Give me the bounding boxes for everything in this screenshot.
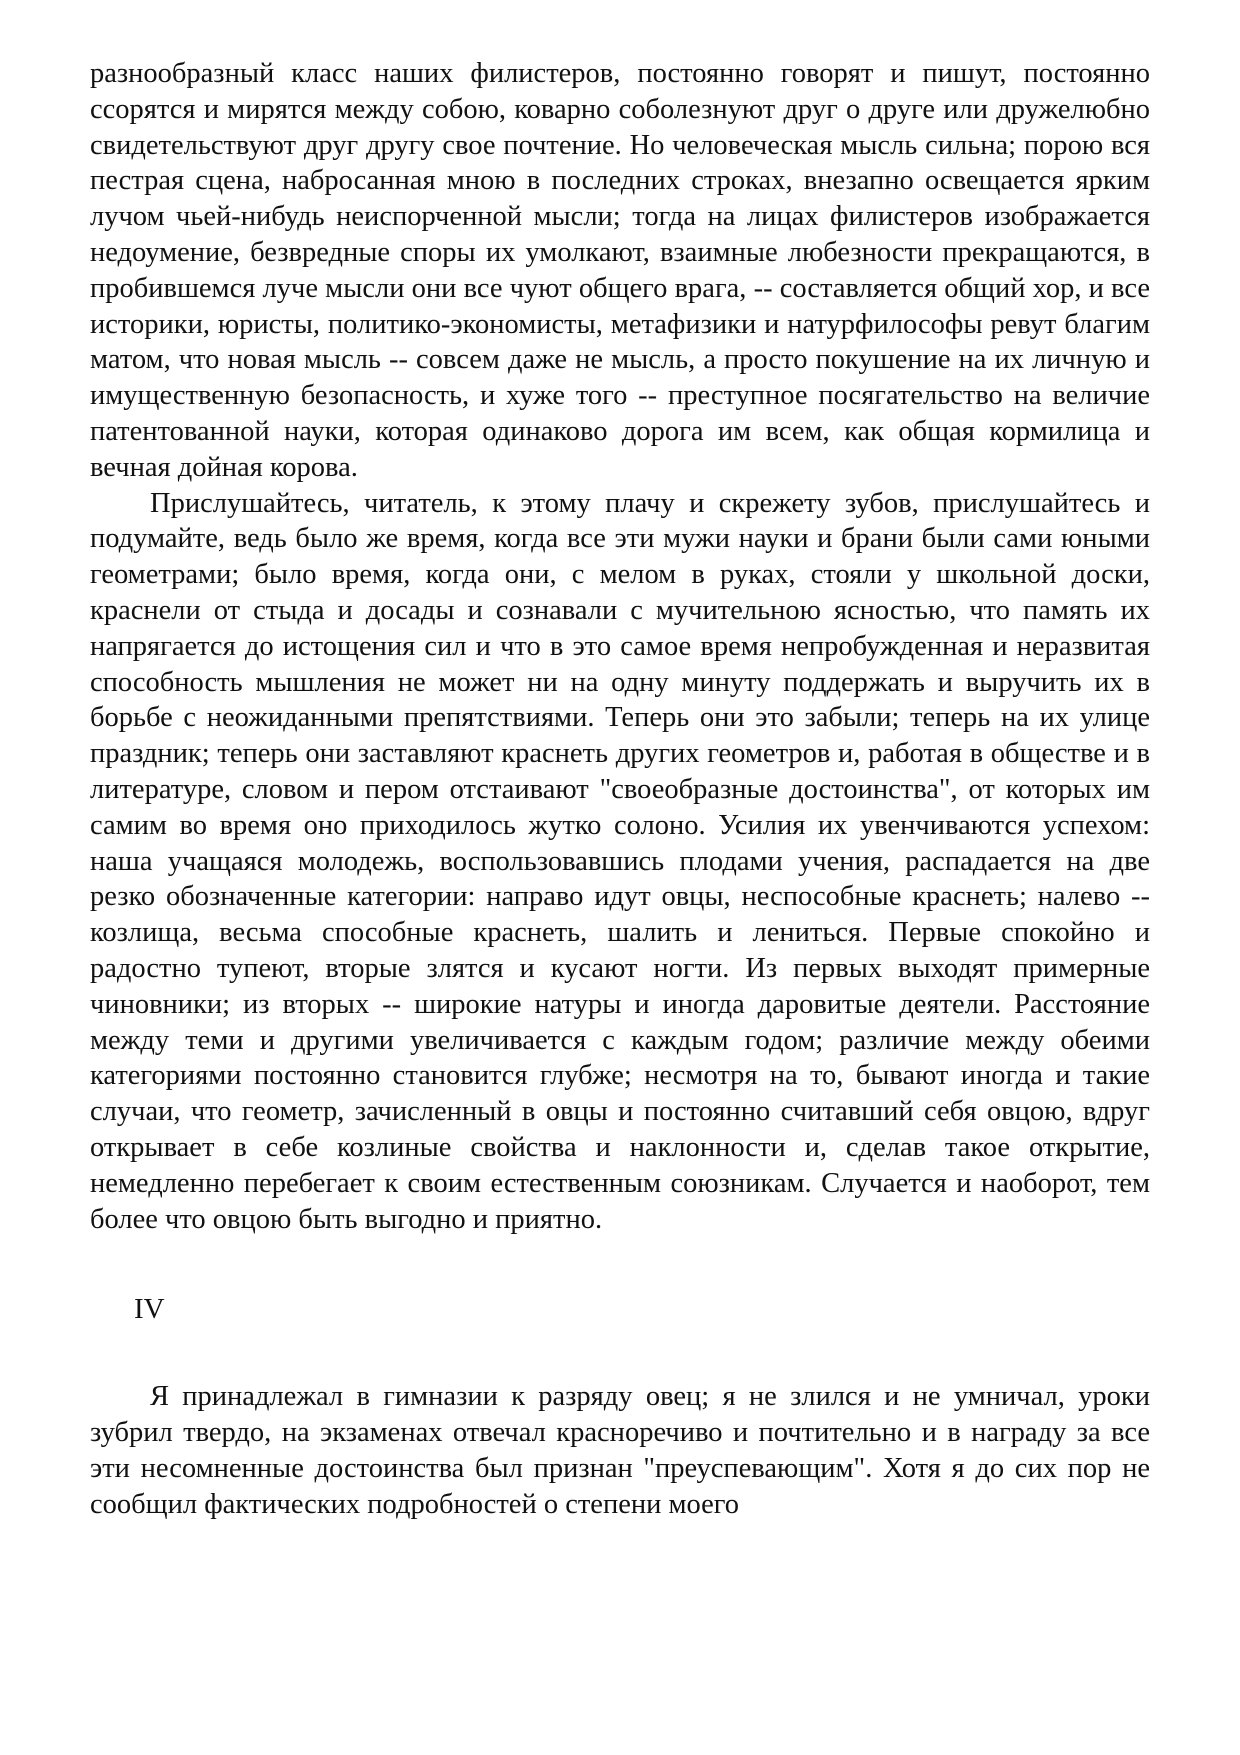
paragraph: Прислушайтесь, читатель, к этому плачу и скрежету зубов, прислушайтесь и подумайте, ведь было же время, когда все эти мужи науки и брани были сами юными геометрами; было время, когда они, с мелом в руках, стояли у школьной доски, краснели от стыда и досады и сознавали с мучительною ясностью, что память их напрягается до истощения сил и что в это самое время непробужденная и неразвитая способность мышления не может ни на одну минуту поддержать и выручить их в борьбе с неожиданными препятствиями. Теперь они это забыли; теперь на их улице праздник; теперь они заставляют краснеть других геометров и, работая в обществе и в литературе, словом и пером отстаивают "своеобразные достоинства", от которых им самим во время оно приходилось жутко солоно. Усилия их увенчиваются успехом: наша учащаяся молодежь, воспользовавшись плодами учения, распадается на две резко обозначенные категории: направо идут овцы, неспособные краснеть; налево -- козлища, весьма способные краснеть, шалить и лениться. Первые спокойно и радостно тупеют, вторые злятся и кусают ногти. Из первых выходят примерные чиновники; из вторых -- широкие натуры и иногда даровитые деятели. Расстояние между теми и другими увеличивается с каждым годом; различие между обеими категориями постоянно становится глубже; несмотря на то, бывают иногда и такие случаи, что геометр, зачисленный в овцы и постоянно считавший себя овцою, вдруг открывает в себе козлиные свойства и наклонности и, сделав такое открытие, немедленно перебегает к своим естественным союзникам. Случается и наоборот, тем более что овцою быть выгодно и приятно. bbox=[90, 487, 1150, 1235]
paragraph: Я принадлежал в гимназии к разряду овец; я не злился и не умничал, уроки зубрил твердо, на экзаменах отвечал красноречиво и почтительно и в награду за все эти несомненные достоинства был признан "преуспевающим". Хотя я до сих пор не сообщил фактических подробностей о степени моего bbox=[90, 1381, 1150, 1520]
document-page bbox=[90, 56, 1150, 1522]
paragraph-continued: разнообразный класс наших филистеров, постоянно говорят и пишут, постоянно ссорятся и мирятся между собою, коварно соболезнуют друг о друге или дружелюбно свидетельствуют друг другу свое почтение. Но человеческая мысль сильна; порою вся пестрая сцена, набросанная мною в последних строках, внезапно освещается ярким лучом чьей-нибудь неиспорченной мысли; тогда на лицах филистеров изображается недоумение, безвредные споры их умолкают, взаимные любезности прекращаются, в пробившемся луче мысли они все чуют общего врага, -- составляется общий хор, и все историки, юристы, политико-экономисты, метафизики и натурфилософы ревут благим матом, что новая мысль -- совсем даже не мысль, а просто покушение на их личную и имущественную безопасность, и хуже того -- преступное посягательство на величие патентованной науки, которая одинаково дорога им всем, как общая кормилица и вечная дойная корова. bbox=[90, 58, 1150, 483]
section-heading: IV bbox=[134, 1293, 165, 1326]
